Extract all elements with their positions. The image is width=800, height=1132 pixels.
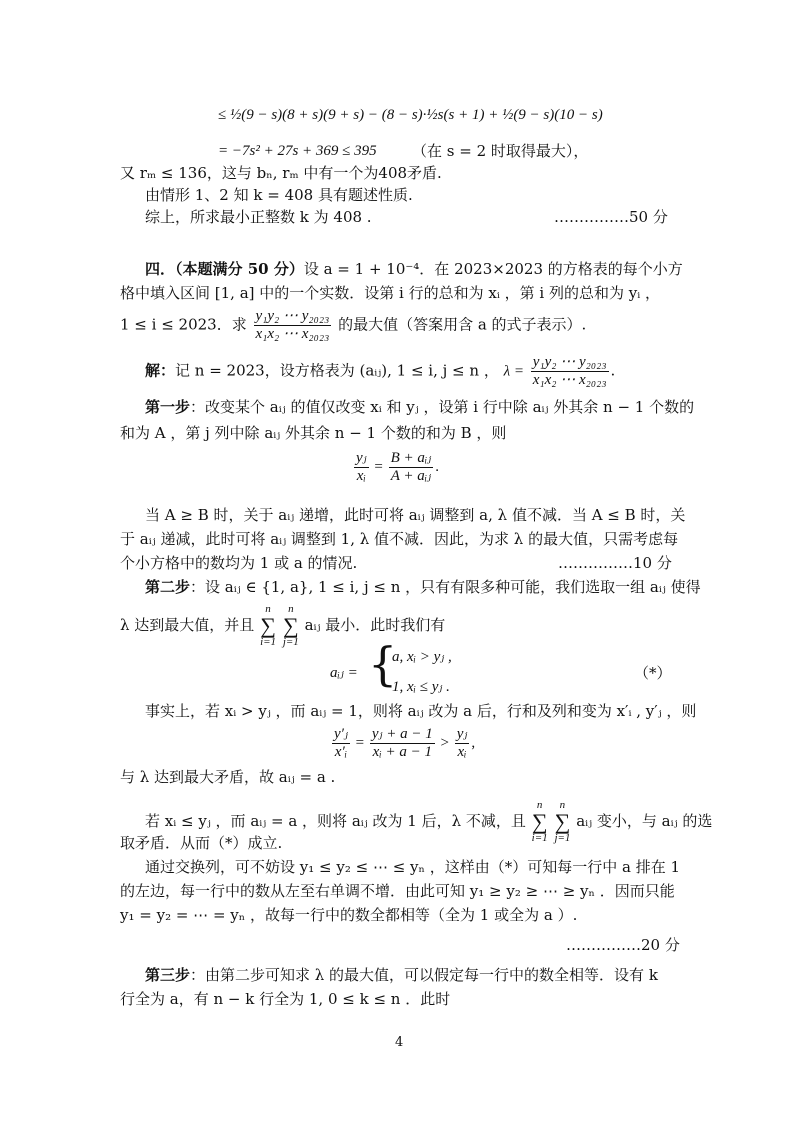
eq1-lhs-den: xᵢ xyxy=(356,468,366,484)
equation-2: $\frac{\text{y′ⱼ}}{\text{x′ᵢ}}$ = $\frac{\text{yⱼ + a − 1}}{\text{xᵢ + a − 1}}$ > $\frac{\text{yⱼ}}{\text{xᵢ}}$ , xyxy=(334,726,476,760)
sigma-symbol: ∑ xyxy=(554,809,571,834)
lambda-denominator: x₁x₂ ⋯ x₂₀₂₃ xyxy=(532,372,607,388)
lambda-fraction xyxy=(531,354,609,389)
case-2: 1, xᵢ ≤ yⱼ . xyxy=(392,679,450,695)
step-2-line-5b: aᵢⱼ 变小，与 aᵢⱼ 的选 xyxy=(576,812,713,830)
step-2-line-2b: aᵢⱼ 最小．此时我们有 xyxy=(304,616,446,634)
step-1-text: ：改变某个 aᵢⱼ 的值仅改变 xᵢ 和 yⱼ ，设第 i 行中除 aᵢⱼ 外其余 n − 1 个数的 xyxy=(190,398,695,416)
eq2-c-num: yⱼ xyxy=(456,726,468,742)
double-sum-3 xyxy=(532,800,548,844)
score-10: ……………10 分 xyxy=(558,554,672,572)
step-2-text: ：设 aᵢⱼ ∈ {1, a}, 1 ≤ i, j ≤ n ，只有有限多种可能，我们选取一组 aᵢⱼ 使得 xyxy=(190,578,701,596)
sum-upper: n xyxy=(559,799,566,811)
step-1-line-2: 和为 A ，第 j 列中除 aᵢⱼ 外其余 n − 1 个数的和为 B ，则 xyxy=(120,424,507,442)
case-summary: 由情形 1、2 知 k = 408 具有题述性质. xyxy=(145,186,413,204)
eq2-b-den: xᵢ + a − 1 xyxy=(372,744,432,760)
star-label: （*） xyxy=(634,664,672,682)
sum-upper: n xyxy=(536,799,543,811)
equation-1: $\frac{\text{yⱼ}}{\text{xᵢ}}$ = $\frac{\text{B + aᵢⱼ}}{\text{A + aᵢⱼ}}$ . xyxy=(356,450,439,484)
step-2-line-6: 取矛盾．从而（*）成立. xyxy=(120,834,283,852)
ineq-line-1: ≤ ½(9 − s)(8 + s)(9 + s) − (8 − s)·½s(s + 1) + ½(9 − s)(10 − s) xyxy=(218,107,603,123)
step-2-line-2a: λ 达到最大值，并且 xyxy=(120,616,255,634)
case-1: a, xᵢ > yⱼ , xyxy=(392,649,452,665)
sum-upper: n xyxy=(265,603,271,615)
step-2-line-9: y₁ = y₂ = ⋯ = yₙ ，故每一行中的数全都相等（全为 1 或全为 a ）. xyxy=(120,906,578,924)
step-3-text: ：由第二步可知求 λ 的最大值，可以假定每一行中的数全相等．设有 k xyxy=(190,966,658,984)
ineq-line-2-note: （在 s = 2 时取得最大）， xyxy=(412,142,589,160)
sum-lower: j=1 xyxy=(554,832,571,844)
step-1-label: 第一步 xyxy=(145,398,191,416)
problem-4-title: 四．（本题满分 50 分） xyxy=(145,260,304,278)
eq2-c-den: xᵢ xyxy=(457,744,467,760)
sum-upper: n xyxy=(288,603,294,615)
step-2-line-3: 事实上，若 xᵢ > yⱼ ，而 aᵢⱼ = 1，则将 aᵢⱼ 改为 a 后，行和及列和变为 x′ᵢ , y′ⱼ ，则 xyxy=(145,702,697,720)
page-number: 4 xyxy=(395,1035,404,1050)
step-2-line-5a: 若 xᵢ ≤ yⱼ ，而 aᵢⱼ = a ，则将 aᵢⱼ 改为 1 后，λ 不减，且 xyxy=(145,812,526,830)
problem-4-ask: 的最大值（答案用含 a 的式子表示）. xyxy=(338,315,587,334)
eq2-a-den: x′ᵢ xyxy=(334,744,348,760)
step-2-label: 第二步 xyxy=(145,578,191,596)
step-2-line-7: 通过交换列，可不妨设 y₁ ≤ y₂ ≤ ⋯ ≤ yₙ ，这样由（*）可知每一行中 a 排在 1 xyxy=(145,858,681,876)
double-sum-2 xyxy=(283,604,299,648)
step-3-line-2: 行全为 a，有 n − k 行全为 1, 0 ≤ k ≤ n ．此时 xyxy=(120,990,451,1008)
step-1-line-5: 个小方格中的数均为 1 或 a 的情况. xyxy=(120,554,358,572)
problem-4-line-2: 格中填入区间 [1, a] 中的一个实数．设第 i 行的总和为 xᵢ ，第 i 列的总和为 yᵢ ， xyxy=(120,284,660,302)
step-2-line-8: 的左边，每一行中的数从左至右单调不增．由此可知 y₁ ≥ y₂ ≥ ⋯ ≥ yₙ ．因而只能 xyxy=(120,882,675,900)
step-1-line-4: 于 aᵢⱼ 递减，此时可将 aᵢⱼ 调整到 1, λ 值不减．因此，为求 λ 的最大值，只需考虑每 xyxy=(120,530,679,548)
eq1-rhs-den: A + aᵢⱼ xyxy=(390,468,432,484)
fraction-denominator: x₁x₂ ⋯ x₂₀₂₃ xyxy=(255,326,330,342)
sum-lower: i=1 xyxy=(260,636,277,648)
fraction-numerator: y₁y₂ ⋯ y₂₀₂₃ xyxy=(255,308,330,324)
problem-4-fraction xyxy=(254,308,332,343)
step-2-line-4: 与 λ 达到最大矛盾，故 aᵢⱼ = a . xyxy=(120,768,336,786)
problem-4-range: 1 ≤ i ≤ 2023．求 xyxy=(120,315,247,334)
left-brace: { xyxy=(368,637,398,691)
eq1-rhs-num: B + aᵢⱼ xyxy=(390,450,432,466)
sum-lower: i=1 xyxy=(531,832,548,844)
double-sum-4 xyxy=(554,800,570,844)
contradiction-line: 又 rₘ ≤ 136，这与 bₙ, rₘ 中有一个为408矛盾. xyxy=(120,164,442,182)
ineq-line-2: = −7s² + 27s + 369 ≤ 395 xyxy=(218,143,377,159)
eq2-a-num: y′ⱼ xyxy=(334,726,348,742)
step-3-label: 第三步 xyxy=(145,966,191,984)
sigma-symbol: ∑ xyxy=(260,613,276,638)
lambda-def: λ = xyxy=(503,363,524,380)
case-lhs: aᵢⱼ = xyxy=(330,665,358,681)
sum-lower: j=1 xyxy=(282,636,299,648)
solution-setup: 记 n = 2023，设方格表为 (aᵢⱼ), 1 ≤ i, j ≤ n ， xyxy=(175,361,499,380)
double-sum-1 xyxy=(260,604,276,648)
step-1-line-3: 当 A ≥ B 时，关于 aᵢⱼ 递增，此时可将 aᵢⱼ 调整到 a, λ 值不减．当 A ≤ B 时，关 xyxy=(145,506,686,524)
score-20: ……………20 分 xyxy=(566,936,680,954)
sigma-symbol: ∑ xyxy=(531,809,548,834)
lambda-numerator: y₁y₂ ⋯ y₂₀₂₃ xyxy=(532,354,607,370)
problem-4-intro: 设 a = 1 + 10⁻⁴．在 2023×2023 的方格表的每个小方 xyxy=(303,260,683,278)
score-50: ……………50 分 xyxy=(554,208,668,226)
sigma-symbol: ∑ xyxy=(282,613,299,638)
eq1-lhs-num: yⱼ xyxy=(356,450,367,466)
eq2-b-num: yⱼ + a − 1 xyxy=(371,726,433,742)
conclusion-line: 综上，所求最小正整数 k 为 408 . xyxy=(145,208,372,226)
solution-label: 解： xyxy=(145,361,176,380)
